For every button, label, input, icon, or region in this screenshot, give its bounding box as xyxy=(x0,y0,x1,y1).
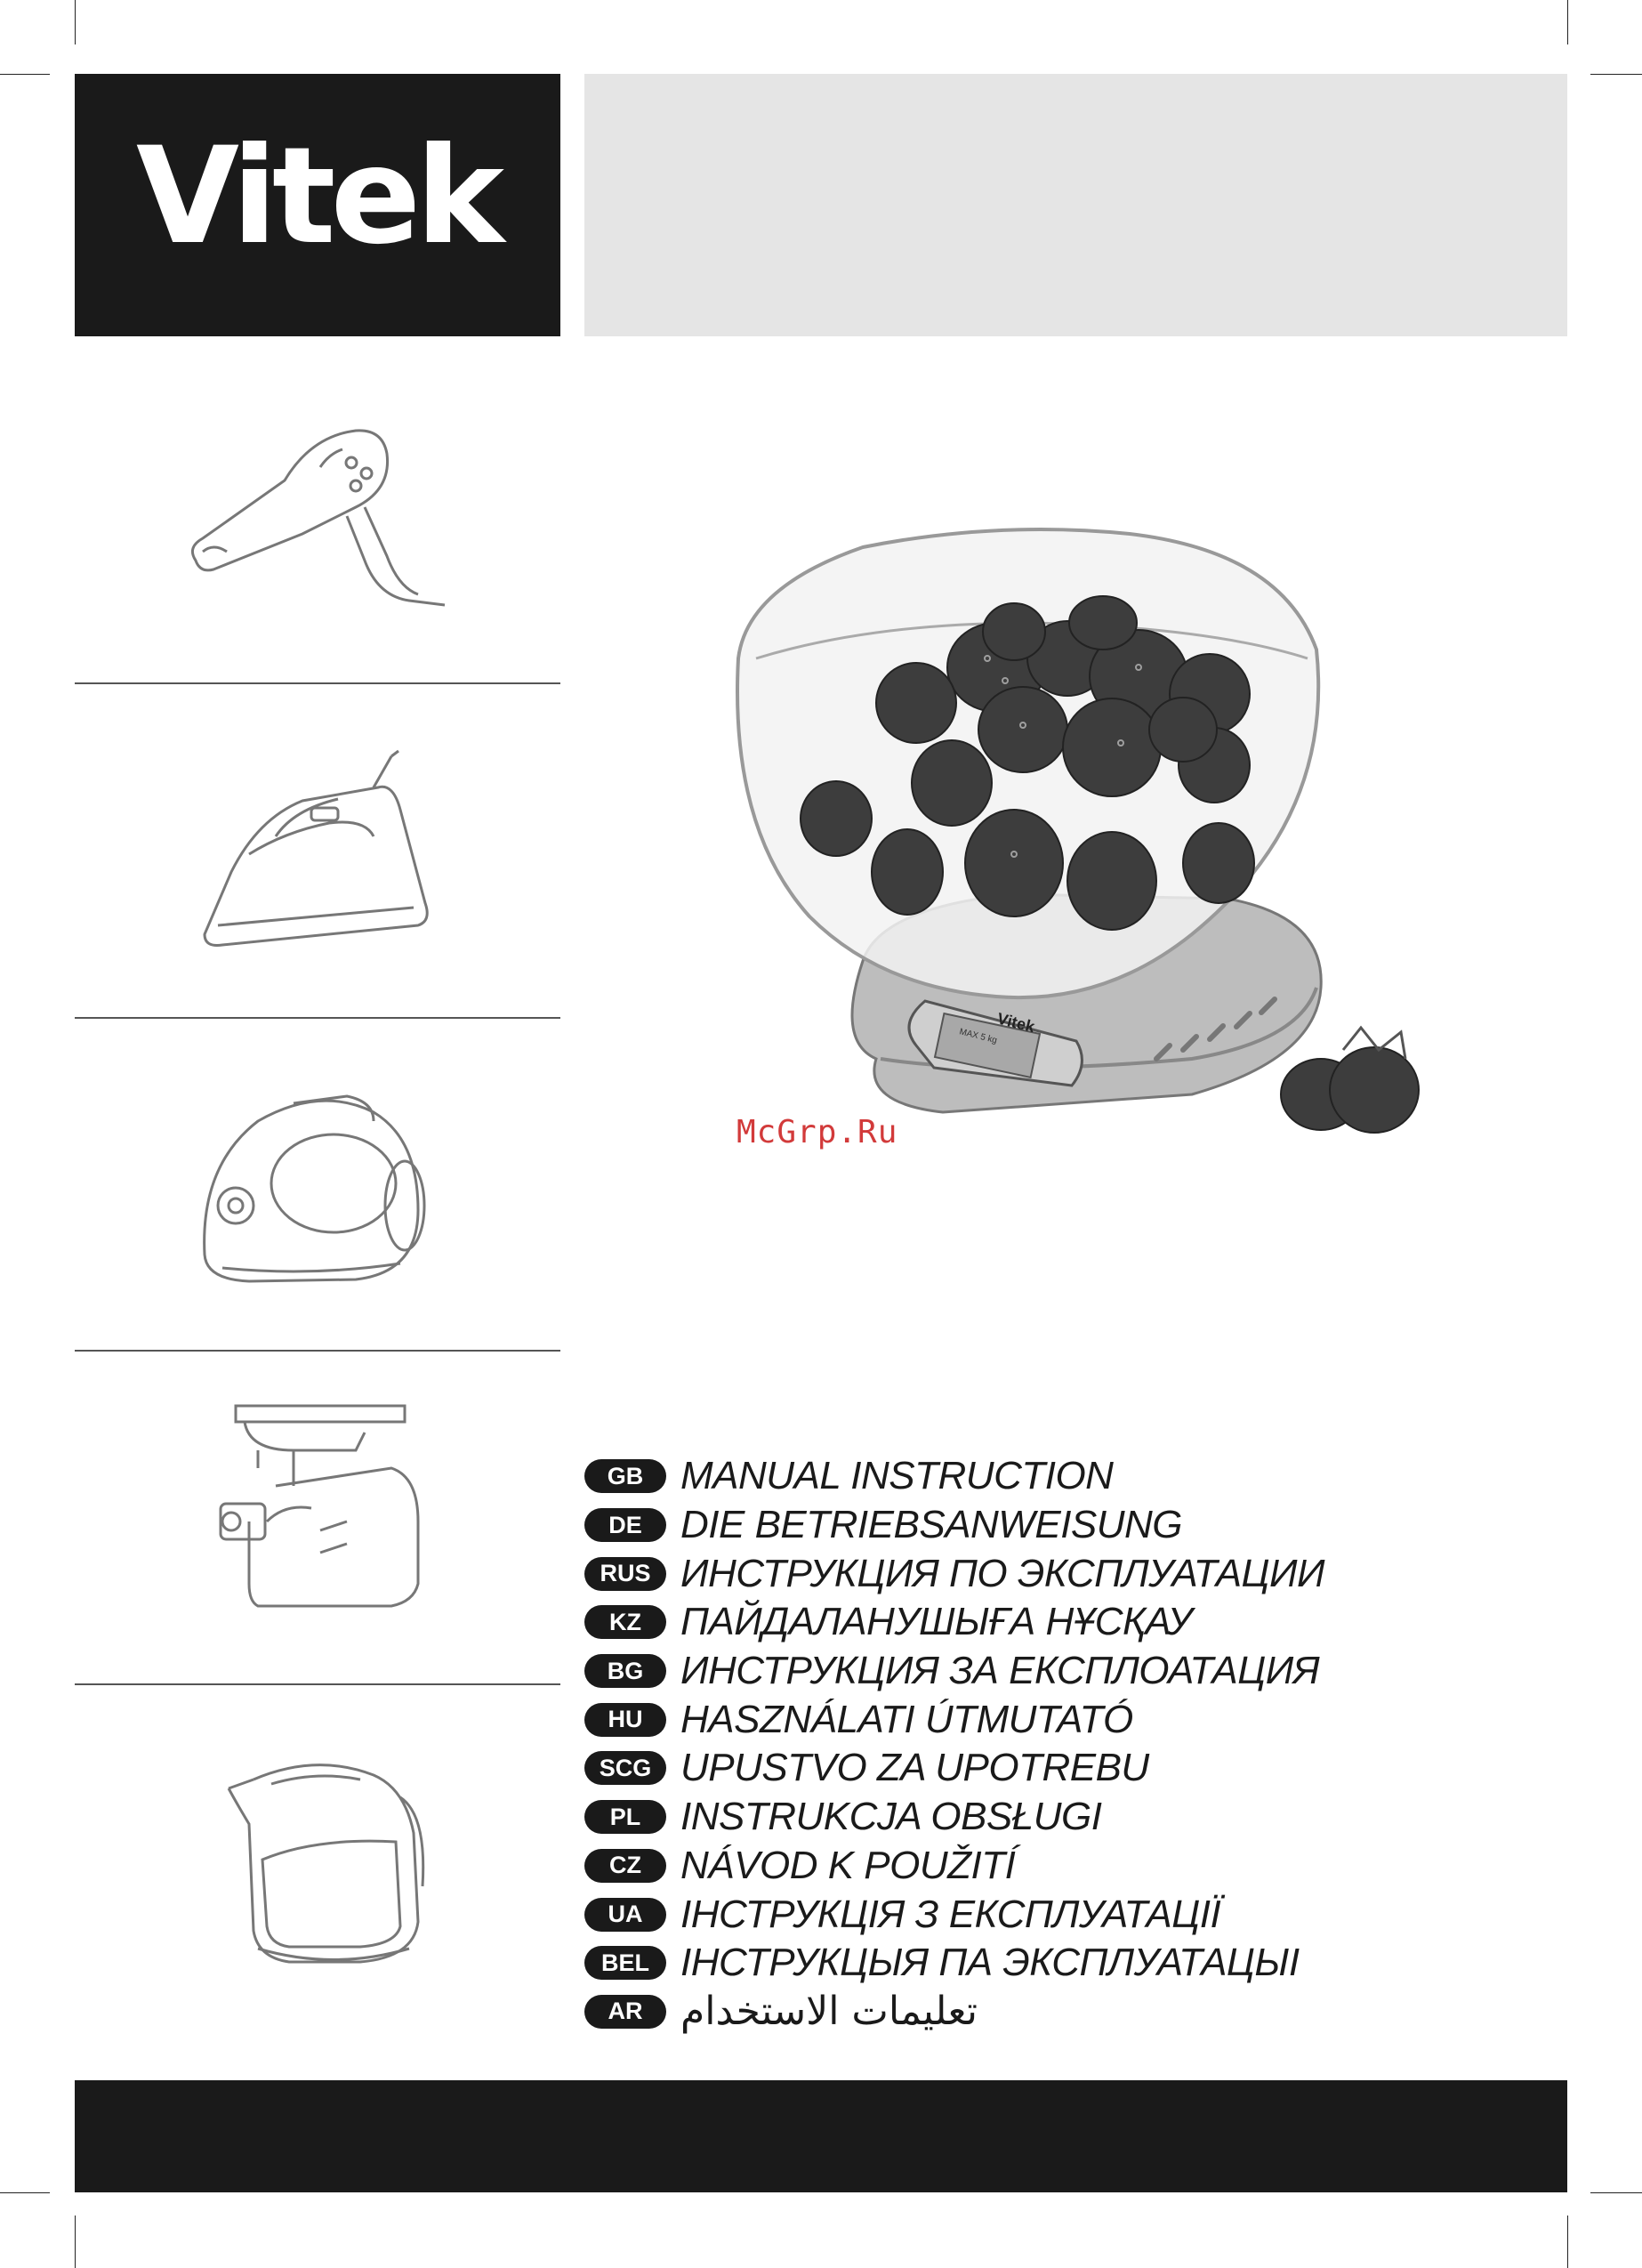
crop-mark xyxy=(0,74,50,75)
language-code-badge: RUS xyxy=(584,1557,666,1591)
language-row-scg xyxy=(584,1744,1324,1793)
language-title: NÁVOD K POUŽITÍ xyxy=(680,1843,1016,1887)
language-code-badge: BEL xyxy=(584,1946,666,1980)
header-gray-panel xyxy=(584,74,1567,336)
language-code-badge: CZ xyxy=(584,1849,666,1883)
display-capacity: MAX 5 kg xyxy=(958,1027,999,1046)
language-row-rus xyxy=(584,1549,1324,1598)
watermark-text: McGrp.Ru xyxy=(736,1114,898,1150)
language-code-badge: SCG xyxy=(584,1751,666,1785)
crop-mark xyxy=(0,2192,50,2193)
language-code-badge: AR xyxy=(584,1995,666,2029)
divider xyxy=(75,1017,560,1019)
language-title: HASZNÁLATI ÚTMUTATÓ xyxy=(680,1697,1133,1741)
divider xyxy=(75,682,560,684)
crop-mark xyxy=(1590,74,1642,75)
language-title: تعليمات الاستخدام xyxy=(680,1989,978,2035)
language-title: UPUSTVO ZA UPOTREBU xyxy=(680,1746,1149,1790)
language-code-badge: DE xyxy=(584,1508,666,1542)
divider xyxy=(75,1350,560,1352)
language-code-badge: HU xyxy=(584,1703,666,1737)
language-row-cz xyxy=(584,1842,1324,1891)
crop-mark xyxy=(1590,2192,1642,2193)
brand-logo-box xyxy=(75,74,560,336)
crop-mark xyxy=(75,2216,76,2268)
product-image-kitchen-scale xyxy=(729,525,1441,1210)
language-code-badge: KZ xyxy=(584,1605,666,1639)
language-row-ar xyxy=(584,1988,1324,2037)
language-code-badge: UA xyxy=(584,1898,666,1932)
language-row-hu xyxy=(584,1695,1324,1744)
kettle-icon xyxy=(227,1753,431,1975)
language-row-bg xyxy=(584,1647,1324,1696)
language-title: ІНСТРУКЦІЯ З ЕКСПЛУАТАЦІЇ xyxy=(680,1892,1221,1936)
language-title: MANUAL INSTRUCTION xyxy=(680,1454,1114,1498)
language-list xyxy=(584,1452,1324,2036)
divider xyxy=(75,1683,560,1685)
meat-grinder-icon xyxy=(213,1397,436,1619)
language-code-badge: PL xyxy=(584,1800,666,1834)
language-title: ИНСТРУКЦИЯ ПО ЭКСПЛУАТАЦИИ xyxy=(680,1551,1324,1595)
crop-mark xyxy=(75,0,76,44)
language-title: DIE BETRIEBSANWEISUNG xyxy=(680,1503,1183,1547)
hair-dryer-icon xyxy=(178,418,463,614)
crop-mark xyxy=(1567,0,1568,44)
language-title: ІНСТРУКЦЫЯ ПА ЭКСПЛУАТАЦЫІ xyxy=(680,1941,1300,1985)
language-row-de xyxy=(584,1501,1324,1550)
display-brand: Vitek xyxy=(995,1009,1037,1037)
brand-logo: Vitek xyxy=(135,118,500,274)
language-row-bel xyxy=(584,1939,1324,1988)
footer-bar xyxy=(75,2080,1567,2192)
crop-mark xyxy=(1567,2216,1568,2268)
language-title: INSTRUKCJA OBSŁUGI xyxy=(680,1795,1102,1839)
language-title: ИНСТРУКЦИЯ ЗА ЕКСПЛОАТАЦИЯ xyxy=(680,1649,1320,1693)
language-row-kz xyxy=(584,1598,1324,1647)
language-row-pl xyxy=(584,1793,1324,1842)
language-row-ua xyxy=(584,1890,1324,1939)
language-row-gb xyxy=(584,1452,1324,1501)
vacuum-cleaner-icon xyxy=(196,1077,436,1290)
language-code-badge: GB xyxy=(584,1459,666,1493)
language-code-badge: BG xyxy=(584,1654,666,1688)
iron-icon xyxy=(196,747,445,952)
language-title: ПАЙДАЛАНУШЫҒА НҰСҚАУ xyxy=(680,1600,1192,1644)
